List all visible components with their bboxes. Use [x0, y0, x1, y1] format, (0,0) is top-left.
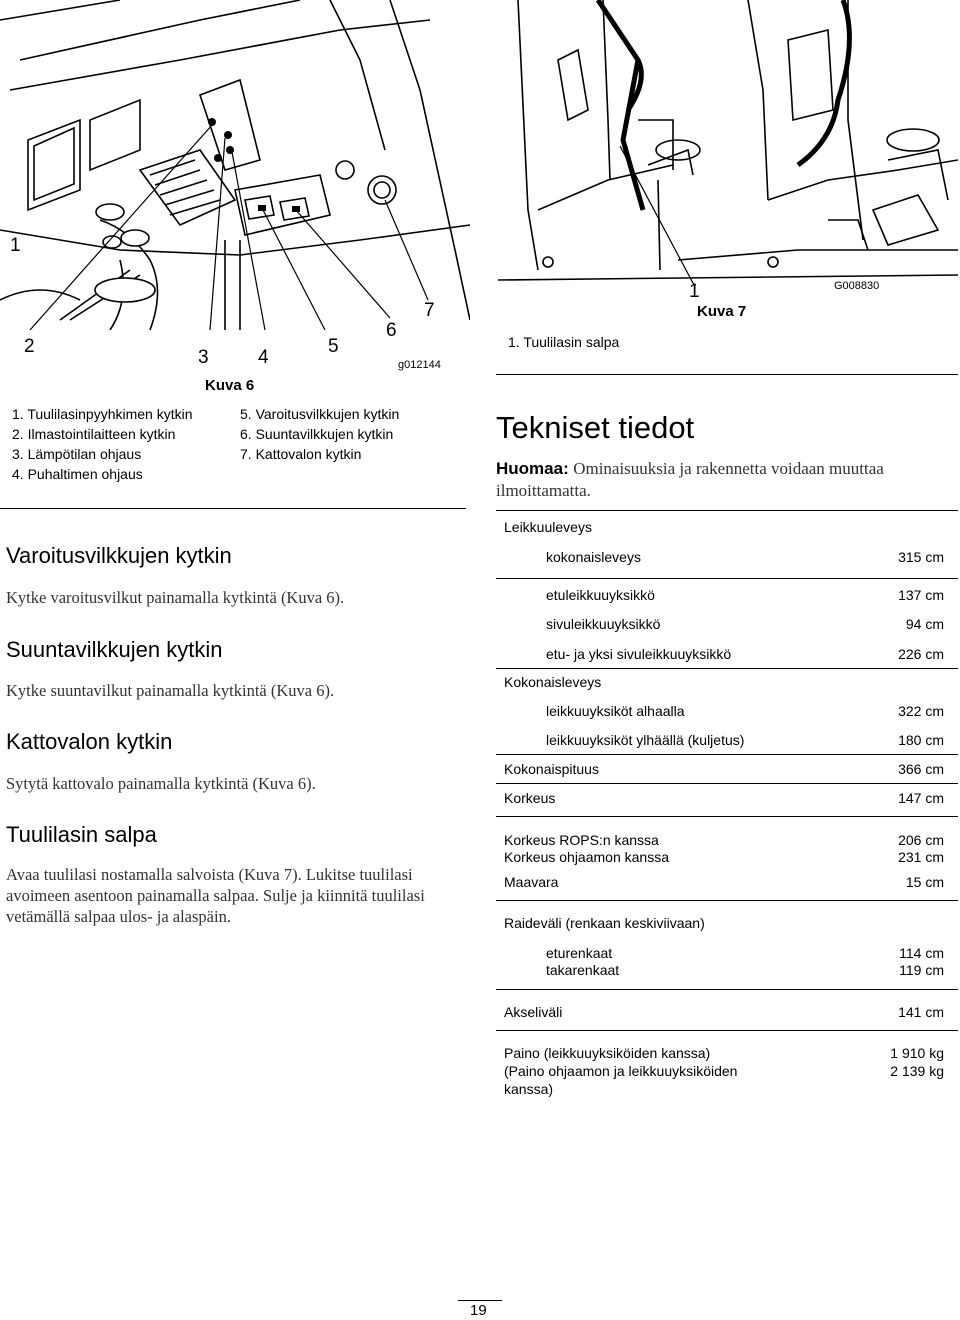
table-rule	[496, 578, 958, 579]
specs-title: Tekniset tiedot	[496, 410, 695, 445]
spec-label: etu- ja yksi sivuleikkuuyksikkö	[546, 646, 732, 662]
section-heading: Suuntavilkkujen kytkin	[6, 637, 223, 662]
callout-2: 2	[24, 336, 35, 357]
spec-label: (Paino ohjaamon ja leikkuuyksiköiden	[504, 1063, 738, 1079]
spec-label: leikkuuyksiköt alhaalla	[546, 703, 685, 719]
section-heading: Kattovalon kytkin	[6, 729, 173, 754]
spec-value: 315 cm	[898, 549, 944, 565]
figure-6-drawing	[0, 0, 470, 330]
callout-1: 1	[10, 235, 21, 256]
spec-label: Korkeus	[504, 790, 556, 806]
legend-item: 6. Suuntavilkkujen kytkin	[240, 426, 394, 442]
table-rule	[496, 1030, 958, 1031]
figure-7-legend: 1. Tuulilasin salpa	[508, 334, 620, 350]
figure-6-legend-right	[240, 404, 399, 464]
spec-label: Akseliväli	[504, 1004, 563, 1020]
spec-value: 2 139 kg	[890, 1063, 944, 1079]
spec-label: Kokonaispituus	[504, 761, 599, 777]
section-text: Kytke varoitusvilkut painamalla kytkintä (Kuva 6).	[6, 588, 345, 607]
figure-6-caption: Kuva 6	[205, 377, 255, 394]
spec-label: Korkeus ohjaamon kanssa	[504, 849, 669, 865]
table-rule	[496, 754, 958, 755]
spec-value: 206 cm	[898, 832, 944, 848]
spec-label: kanssa)	[504, 1081, 554, 1097]
spec-value: 137 cm	[898, 587, 944, 603]
table-rule	[496, 668, 958, 669]
spec-value: 226 cm	[898, 646, 944, 662]
page-number-rule	[458, 1300, 502, 1301]
figure-7-callout: 1	[689, 281, 700, 302]
specs-table	[496, 510, 958, 1105]
table-rule	[496, 989, 958, 990]
spec-label: leikkuuyksiköt ylhäällä (kuljetus)	[546, 732, 745, 748]
spec-label: Korkeus ROPS:n kanssa	[504, 832, 659, 848]
figure-7-divider	[496, 374, 958, 375]
figure-6-code: g012144	[398, 359, 441, 371]
note-label: Huomaa:	[496, 459, 569, 478]
section-heading: Tuulilasin salpa	[6, 822, 157, 847]
spec-value: 147 cm	[898, 790, 944, 806]
page-number: 19	[470, 1302, 487, 1319]
spec-value: 15 cm	[905, 874, 944, 890]
callout-7: 7	[424, 300, 435, 321]
spec-label: takarenkaat	[546, 962, 620, 978]
spec-value: 322 cm	[898, 703, 944, 719]
spec-label: Maavara	[504, 874, 559, 890]
figure-7-caption: Kuva 7	[697, 303, 747, 320]
spec-label: eturenkaat	[546, 945, 613, 961]
spec-label: sivuleikkuuyksikkö	[546, 616, 661, 632]
spec-value: 119 cm	[899, 962, 944, 978]
specs-note	[496, 458, 936, 502]
legend-item: 3. Lämpötilan ohjaus	[12, 446, 142, 462]
table-rule	[496, 900, 958, 901]
legend-item: 7. Kattovalon kytkin	[240, 446, 362, 462]
figure-6-legend-left	[12, 404, 193, 484]
callout-6: 6	[386, 320, 397, 341]
section-text: Kytke suuntavilkut painamalla kytkintä (Kuva 6).	[6, 681, 335, 700]
spec-label: Raideväli (renkaan keskiviivaan)	[504, 915, 705, 931]
spec-value: 114 cm	[899, 945, 944, 961]
spec-value: 366 cm	[898, 761, 944, 777]
spec-value: 94 cm	[905, 616, 944, 632]
spec-label: Leikkuuleveys	[504, 519, 592, 535]
legend-item: 1. Tuulilasinpyyhkimen kytkin	[12, 406, 193, 422]
legend-item: 2. Ilmastointilaitteen kytkin	[12, 426, 176, 442]
spec-label: Paino (leikkuuyksiköiden kanssa)	[504, 1045, 711, 1061]
spec-label: Kokonaisleveys	[504, 674, 602, 690]
table-top-rule	[496, 510, 958, 511]
figure-7-code: G008830	[834, 280, 880, 292]
section-heading: Varoitusvilkkujen kytkin	[6, 543, 232, 568]
spec-value: 231 cm	[898, 849, 944, 865]
legend-item: 4. Puhaltimen ohjaus	[12, 466, 143, 482]
figure-7-drawing	[498, 0, 958, 300]
legend-item: 5. Varoitusvilkkujen kytkin	[240, 406, 400, 422]
spec-value: 1 910 kg	[890, 1045, 944, 1061]
table-rule	[496, 816, 958, 817]
spec-label: kokonaisleveys	[546, 549, 641, 565]
figure-6-divider	[0, 508, 466, 509]
note-text: Ominaisuuksia ja rakennetta voidaan muuttaa ilmoittamatta.	[496, 459, 884, 500]
spec-label: etuleikkuuyksikkö	[546, 587, 655, 603]
callout-5: 5	[328, 336, 339, 357]
callout-4: 4	[258, 347, 269, 368]
section-text: Avaa tuulilasi nostamalla salvoista (Kuva 7). Lukitse tuulilasi avoimeen asentoon painamalla salpaa. Sulje ja kiinnitä tuulilasi vetämällä salpaa ulos- ja alaspäin.	[6, 865, 425, 926]
callout-3: 3	[198, 347, 209, 368]
spec-value: 180 cm	[898, 732, 944, 748]
spec-value: 141 cm	[898, 1004, 944, 1020]
table-rule	[496, 783, 958, 784]
section-text: Sytytä kattovalo painamalla kytkintä (Kuva 6).	[6, 774, 316, 793]
